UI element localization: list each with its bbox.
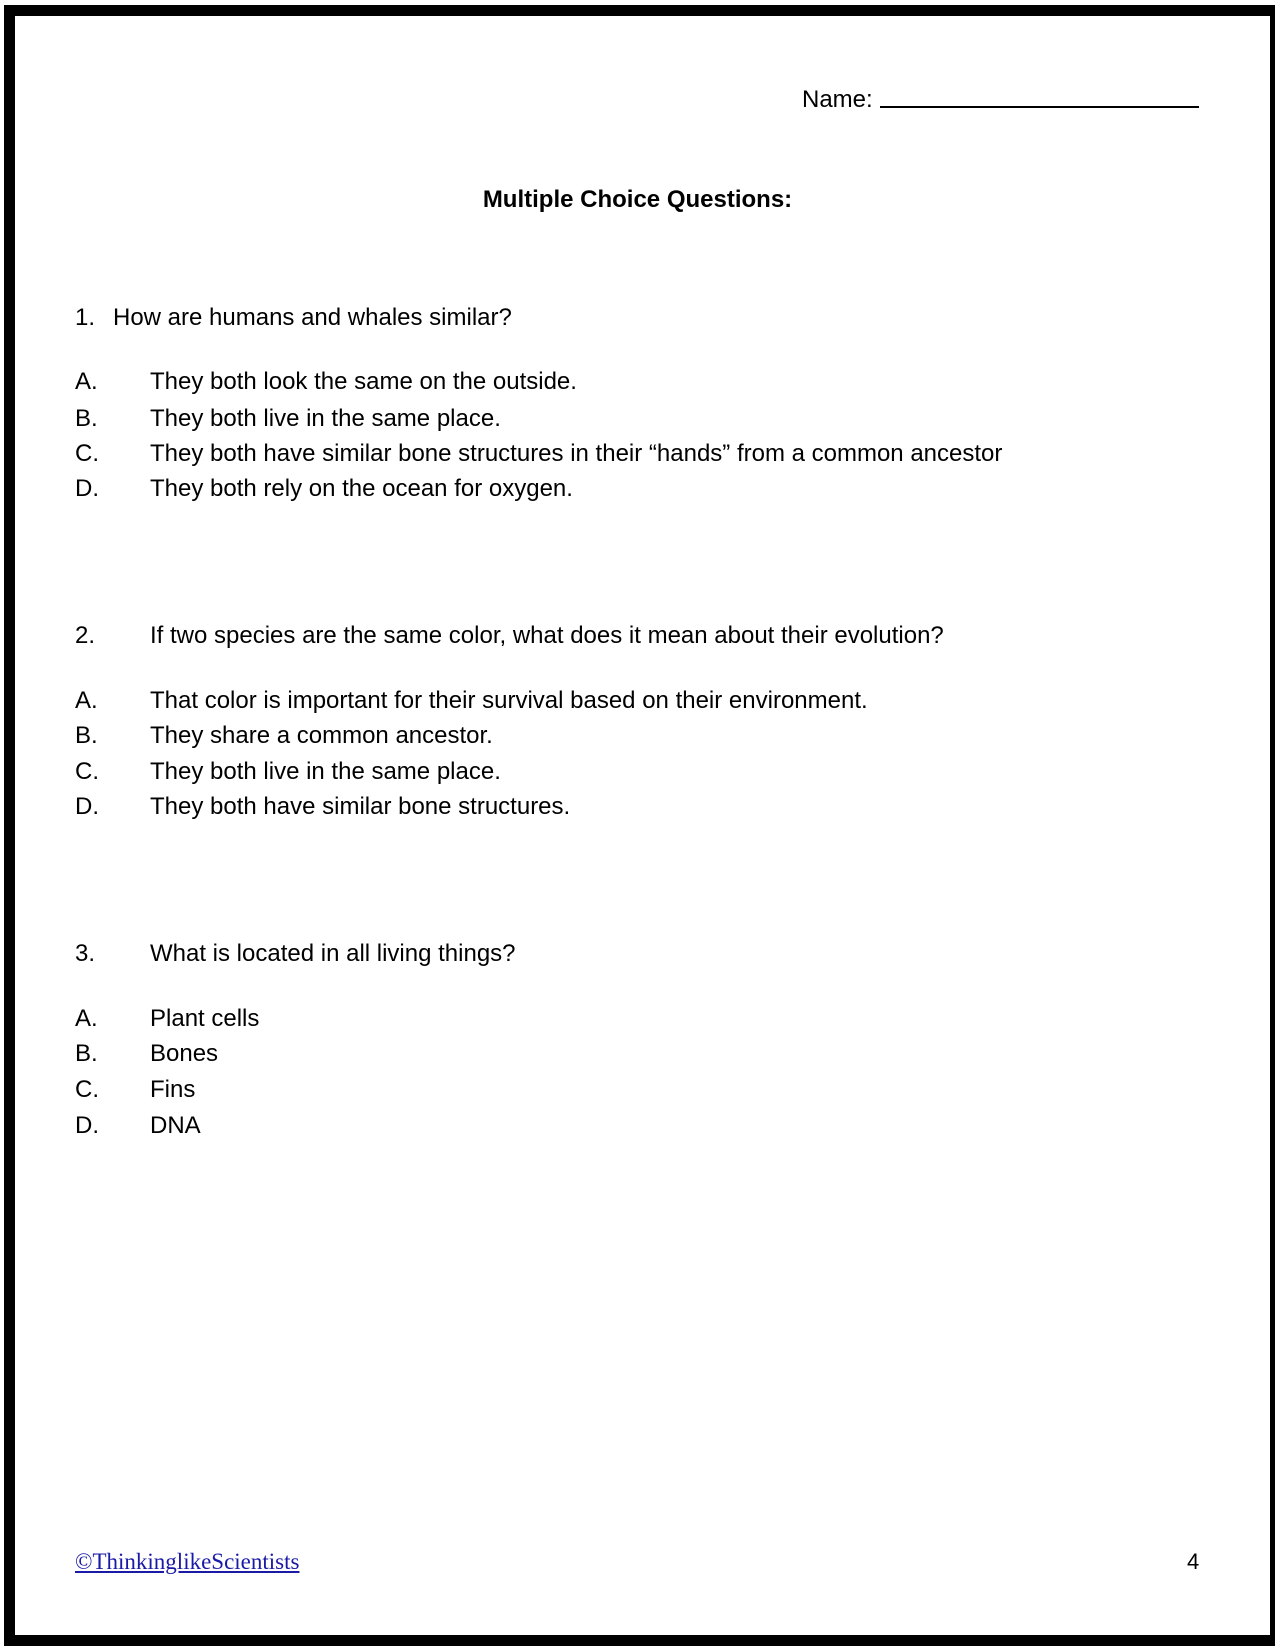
option-letter: A. [75, 687, 98, 714]
option-letter: B. [75, 722, 98, 749]
option-letter: D. [75, 1112, 99, 1139]
option-text: They both live in the same place. [150, 758, 501, 785]
option-letter: D. [75, 475, 99, 502]
option-text: Fins [150, 1076, 196, 1103]
question-text: What is located in all living things? [150, 940, 516, 967]
option-text: They share a common ancestor. [150, 722, 493, 749]
name-label: Name: [802, 86, 873, 113]
option-letter: D. [75, 793, 99, 820]
option-letter: A. [75, 1005, 98, 1032]
question-number: 1. [75, 304, 96, 331]
page-number: 4 [1187, 1549, 1200, 1574]
question-number: 3. [75, 940, 96, 967]
option-letter: C. [75, 440, 99, 467]
option-letter: B. [75, 405, 98, 432]
page-border [4, 5, 1275, 1646]
option-text: They both live in the same place. [150, 405, 501, 432]
copyright-link[interactable]: ©ThinkinglikeScientists [75, 1549, 300, 1574]
option-text: They both have similar bone structures. [150, 793, 571, 820]
question-number: 2. [75, 622, 96, 649]
option-text: That color is important for their survival based on their environment. [150, 687, 868, 714]
option-text: They both look the same on the outside. [150, 368, 577, 395]
question-text: If two species are the same color, what does it mean about their evolution? [150, 622, 944, 649]
option-text: They both rely on the ocean for oxygen. [150, 475, 573, 502]
option-letter: B. [75, 1040, 98, 1067]
option-text: DNA [150, 1112, 201, 1139]
option-text: Plant cells [150, 1005, 260, 1032]
question-text: How are humans and whales similar? [113, 304, 512, 331]
option-letter: C. [75, 1076, 99, 1103]
name-blank-line [880, 106, 1199, 108]
page-title: Multiple Choice Questions: [482, 186, 793, 213]
option-text: They both have similar bone structures in their “hands” from a common ancestor [150, 440, 1003, 467]
option-letter: A. [75, 368, 98, 395]
option-text: Bones [150, 1040, 219, 1067]
option-letter: C. [75, 758, 99, 785]
